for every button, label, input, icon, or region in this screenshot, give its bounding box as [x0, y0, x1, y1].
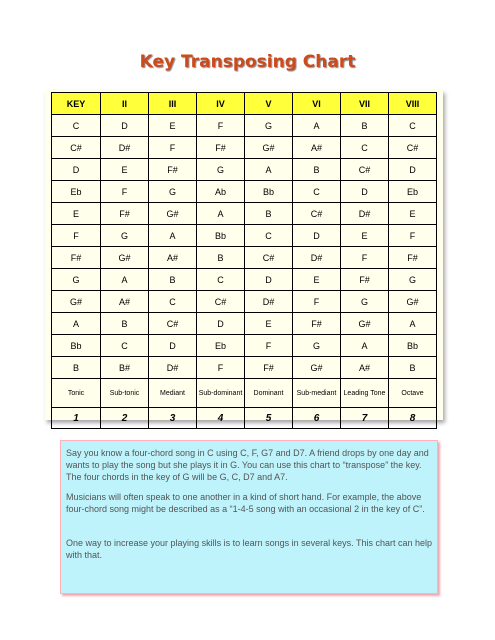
header-row — [52, 93, 437, 115]
note-cell: F — [149, 137, 197, 159]
degree-name-cell: Sub-mediant — [293, 379, 341, 408]
column-header: KEY — [52, 93, 101, 115]
note-cell: G# — [149, 203, 197, 225]
degree-number-cell: 2 — [101, 408, 149, 429]
column-header: VII — [341, 93, 389, 115]
note-cell: B — [293, 159, 341, 181]
degree-number-cell: 5 — [245, 408, 293, 429]
column-header: V — [245, 93, 293, 115]
note-cell: E — [341, 225, 389, 247]
note-cell: Ab — [197, 181, 245, 203]
note-cell: E — [245, 313, 293, 335]
column-header: VIII — [389, 93, 437, 115]
note-cell: G — [341, 291, 389, 313]
note-cell: D — [149, 335, 197, 357]
degree-name-cell: Sub-dominant — [197, 379, 245, 408]
key-cell: F# — [52, 247, 101, 269]
degree-number-cell: 7 — [341, 408, 389, 429]
note-cell: G — [101, 225, 149, 247]
note-cell: F — [341, 247, 389, 269]
note-cell: D — [101, 115, 149, 137]
note-cell: Bb — [389, 335, 437, 357]
note-cell: A — [149, 225, 197, 247]
table-row — [52, 247, 437, 269]
note-cell: G# — [101, 247, 149, 269]
note-cell: G — [245, 115, 293, 137]
note-cell: A# — [341, 357, 389, 379]
note-cell: F# — [101, 203, 149, 225]
degree-numbers — [52, 408, 437, 429]
degree-number-cell: 1 — [52, 408, 101, 429]
note-cell: C — [197, 269, 245, 291]
note-cell: D# — [101, 137, 149, 159]
degree-names-row — [52, 379, 437, 408]
key-cell: G# — [52, 291, 101, 313]
table-row — [52, 181, 437, 203]
note-cell: D — [197, 313, 245, 335]
note-cell: A — [341, 335, 389, 357]
key-cell: B — [52, 357, 101, 379]
note-cell: B# — [101, 357, 149, 379]
note-cell: G — [389, 269, 437, 291]
note-cell: E — [293, 269, 341, 291]
degree-number-cell: 6 — [293, 408, 341, 429]
note-cell: F# — [293, 313, 341, 335]
note-cell: F — [101, 181, 149, 203]
degree-number-cell: 4 — [197, 408, 245, 429]
note-cell: A — [293, 115, 341, 137]
note-cell: E — [101, 159, 149, 181]
table-row — [52, 225, 437, 247]
note-cell: G — [293, 335, 341, 357]
degree-name-cell: Dominant — [245, 379, 293, 408]
note-paragraph-1: Say you know a four-chord song in C using C, F, G7 and D7. A friend drops by one day and wants to play the song but she plays it in G. You can use this chart to “transpose” the key. The four chords in the key of G will be G, C, D7 and A7. — [66, 448, 429, 482]
key-cell: F — [52, 225, 101, 247]
note-cell: F# — [197, 137, 245, 159]
note-cell: F# — [389, 247, 437, 269]
degree-name-cell: Mediant — [149, 379, 197, 408]
degree-number-cell: 3 — [149, 408, 197, 429]
note-cell: G# — [245, 137, 293, 159]
note-cell: D — [245, 269, 293, 291]
note-cell: D — [341, 181, 389, 203]
note-cell: D — [293, 225, 341, 247]
table-row — [52, 137, 437, 159]
note-cell: A — [101, 269, 149, 291]
note-cell: G# — [341, 313, 389, 335]
note-cell: E — [149, 115, 197, 137]
table-row — [52, 335, 437, 357]
key-cell: Eb — [52, 181, 101, 203]
degree-names — [52, 379, 437, 408]
explanation-box — [60, 440, 438, 594]
column-header: IV — [197, 93, 245, 115]
note-cell: B — [341, 115, 389, 137]
table-header — [52, 93, 437, 115]
note-cell: C — [389, 115, 437, 137]
note-cell: Eb — [389, 181, 437, 203]
note-cell: C# — [389, 137, 437, 159]
table-row — [52, 159, 437, 181]
note-cell: D# — [293, 247, 341, 269]
table-row — [52, 203, 437, 225]
note-cell: F# — [149, 159, 197, 181]
chart-table — [51, 92, 437, 429]
table-row — [52, 291, 437, 313]
table-row — [52, 115, 437, 137]
note-paragraph-3: One way to increase your playing skills is to learn songs in several keys. This chart can help with that. — [66, 538, 433, 560]
note-cell: C — [149, 291, 197, 313]
table-body — [52, 115, 437, 379]
note-cell: B — [197, 247, 245, 269]
page-title: Key Transposing Chart — [139, 52, 356, 72]
note-cell: C# — [197, 291, 245, 313]
note-cell: B — [101, 313, 149, 335]
table-row — [52, 357, 437, 379]
note-cell: F — [197, 357, 245, 379]
note-cell: Bb — [245, 181, 293, 203]
key-cell: C — [52, 115, 101, 137]
note-cell: Bb — [197, 225, 245, 247]
note-cell: G# — [293, 357, 341, 379]
key-cell: E — [52, 203, 101, 225]
note-cell: D — [389, 159, 437, 181]
note-cell: F# — [341, 269, 389, 291]
note-cell: F — [245, 335, 293, 357]
note-cell: A — [197, 203, 245, 225]
note-cell: G — [197, 159, 245, 181]
note-cell: C — [293, 181, 341, 203]
note-cell: F — [197, 115, 245, 137]
note-cell: C# — [293, 203, 341, 225]
transposing-chart — [45, 90, 443, 424]
key-cell: D — [52, 159, 101, 181]
degree-name-cell: Sub-tonic — [101, 379, 149, 408]
note-cell: C# — [149, 313, 197, 335]
note-paragraph-2: Musicians will often speak to one another in a kind of short hand. For example, the above four-chord song might be described as a “1-4-5 song with an occasional 2 in the key of C”. — [66, 492, 425, 514]
key-cell: G — [52, 269, 101, 291]
note-cell: G — [149, 181, 197, 203]
note-cell: B — [149, 269, 197, 291]
note-cell: C — [341, 137, 389, 159]
note-cell: A# — [149, 247, 197, 269]
column-header: VI — [293, 93, 341, 115]
note-cell: A — [389, 313, 437, 335]
key-cell: C# — [52, 137, 101, 159]
note-cell: D# — [341, 203, 389, 225]
column-header: II — [101, 93, 149, 115]
degree-name-cell: Leading Tone — [341, 379, 389, 408]
note-cell: A — [245, 159, 293, 181]
note-cell: G# — [389, 291, 437, 313]
note-cell: Eb — [197, 335, 245, 357]
note-cell: F — [293, 291, 341, 313]
table-row — [52, 313, 437, 335]
key-cell: A — [52, 313, 101, 335]
note-cell: C — [245, 225, 293, 247]
degree-numbers-row — [52, 408, 437, 429]
note-cell: F — [389, 225, 437, 247]
note-cell: F# — [245, 357, 293, 379]
note-cell: B — [389, 357, 437, 379]
table-row — [52, 269, 437, 291]
note-cell: C — [101, 335, 149, 357]
note-cell: A# — [101, 291, 149, 313]
note-cell: C# — [245, 247, 293, 269]
note-cell: B — [245, 203, 293, 225]
degree-number-cell: 8 — [389, 408, 437, 429]
note-cell: D# — [245, 291, 293, 313]
note-cell: D# — [149, 357, 197, 379]
note-cell: E — [389, 203, 437, 225]
note-cell: A# — [293, 137, 341, 159]
degree-name-cell: Octave — [389, 379, 437, 408]
degree-name-cell: Tonic — [52, 379, 101, 408]
column-header: III — [149, 93, 197, 115]
note-cell: C# — [341, 159, 389, 181]
key-cell: Bb — [52, 335, 101, 357]
